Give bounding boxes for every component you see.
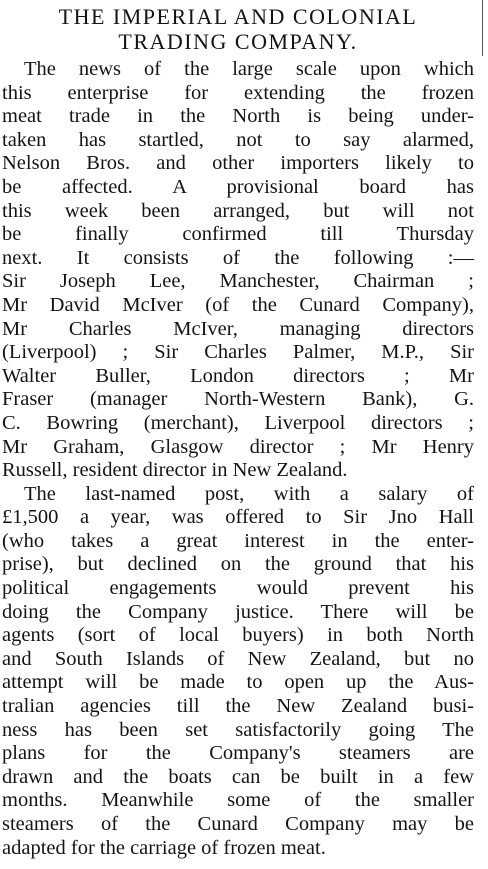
text-line: adapted for the carriage of frozen meat. [2, 836, 326, 859]
article-title-line-2: TRADING COMPANY. [118, 29, 358, 54]
text-line: Mr Graham, Glasgow director ; Mr Henry [2, 435, 474, 458]
text-line: ness has been set satisfactorily going The [2, 718, 474, 741]
text-line: C. Bowring (merchant), Liverpool directors ; [2, 411, 474, 434]
article-title-line-1: THE IMPERIAL AND COLONIAL [58, 4, 418, 29]
text-line: Russell, resident director in New Zealand. [2, 459, 348, 482]
text-line: Mr Charles McIver, managing directors [2, 317, 474, 340]
article-paragraph-2 [2, 483, 474, 861]
text-line: The news of the large scale upon which [24, 58, 474, 80]
text-line: The last-named post, with a salary of [24, 482, 474, 505]
text-line: meat trade in the North is being under- [2, 105, 474, 128]
text-line: (Liverpool) ; Sir Charles Palmer, M.P., Sir [2, 341, 474, 364]
text-line: plans for the Company's steamers are [2, 742, 474, 765]
text-line: agents (sort of local buyers) in both North [2, 624, 474, 647]
article-paragraph-1 [2, 58, 474, 483]
text-line: and South Islands of New Zealand, but no [2, 647, 474, 670]
text-line: prise), but declined on the ground that his [2, 553, 474, 576]
article-title [2, 4, 474, 54]
text-line: tralian agencies till the New Zealand busi- [2, 695, 474, 718]
text-line: months. Meanwhile some of the smaller [2, 789, 474, 812]
text-line: Fraser (manager North-Western Bank), G. [2, 388, 474, 411]
text-line: attempt will be made to open up the Aus- [2, 671, 474, 694]
text-line: Nelson Bros. and other importers likely to [2, 152, 474, 175]
text-line: drawn and the boats can be built in a few [2, 765, 474, 788]
text-line: next. It consists of the following :— [2, 246, 474, 269]
text-line: doing the Company justice. There will be [2, 600, 474, 623]
text-line: this enterprise for extending the frozen [2, 81, 474, 104]
text-line: political engagements would prevent his [2, 577, 474, 600]
text-line: (who takes a great interest in the enter- [2, 529, 474, 552]
text-line: Mr David McIver (of the Cunard Company), [2, 293, 474, 316]
text-line: taken has startled, not to say alarmed, [2, 128, 474, 151]
text-line: £1,500 a year, was offered to Sir Jno Hall [2, 506, 474, 529]
text-line: Walter Buller, London directors ; Mr [2, 364, 474, 387]
text-line: Sir Joseph Lee, Manchester, Chairman ; [2, 270, 474, 293]
column-rule [482, 0, 483, 56]
text-line: be affected. A provisional board has [2, 175, 474, 198]
text-line: be finally confirmed till Thursday [2, 223, 474, 246]
text-line: steamers of the Cunard Company may be [2, 813, 474, 835]
text-line: this week been arranged, but will not [2, 199, 474, 222]
